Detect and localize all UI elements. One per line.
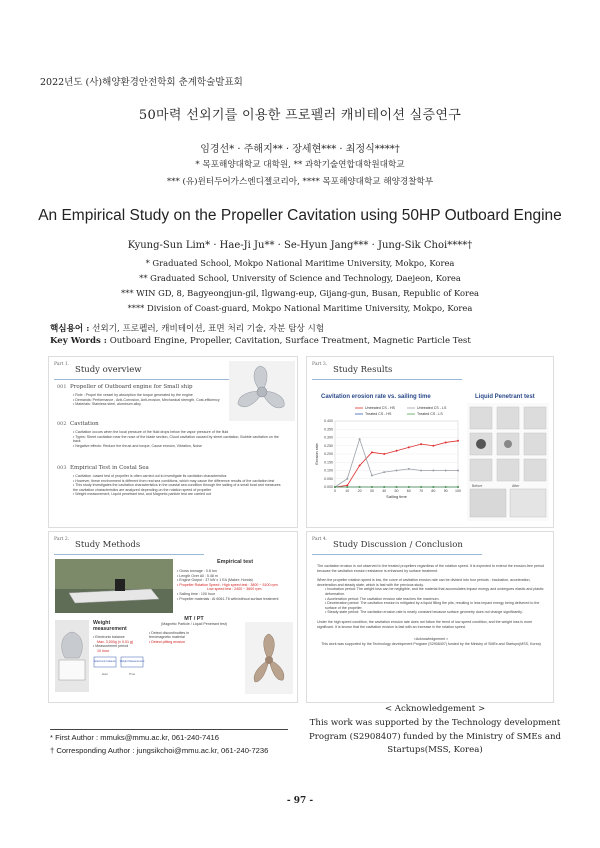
x-tick-label: 20 — [357, 489, 362, 493]
discussion-paragraph: When the propeller rotation speed is low, the curve of cavitation erosion rate can be divided into four periods : incubation, acceleration, deceleration and steady state, which is fast with the previous study. — [317, 578, 531, 587]
data-point — [346, 478, 348, 480]
data-point — [445, 470, 447, 472]
weight-measurement-box — [93, 620, 145, 683]
panel-part-label: Part 2. — [54, 537, 70, 542]
section-number: 003 — [57, 465, 67, 471]
chart-heading: Cavitation erosion rate vs. sailing time — [321, 394, 431, 400]
title-divider — [312, 379, 462, 380]
title-divider — [54, 554, 204, 555]
panel-title: Study Methods — [75, 540, 141, 550]
discussion-bullet: • Deceleration period: The cavitation erosion is mitigated by a liquid filling the pits, resulting in less impact energy being delivered to the surface of the propeller. — [325, 601, 540, 610]
data-point — [396, 486, 398, 488]
y-tick-label: 0.350 — [324, 427, 333, 432]
data-point — [359, 438, 361, 440]
y-tick-label: 0.000 — [324, 485, 333, 490]
data-point — [457, 486, 459, 488]
data-point — [383, 453, 385, 455]
discussion-bullet: • Incubation period: The weight loss can be negligible, and the material that accumulates impact energy and undergoes elastic and plastic deformation. — [325, 587, 544, 596]
weight-spec: Max. 3,000g (± 0.01 g) — [97, 639, 134, 644]
data-point — [408, 468, 410, 470]
discussion-paragraph: The cavitation erosion is not observed in the treated propellers regardless of the rotation speed. It is expected to extend the erosion-free period because the cavitation erosion resistance is enhanced by surface treatment. — [317, 564, 544, 573]
balance-photo — [55, 620, 89, 692]
data-point — [346, 486, 348, 488]
data-point — [371, 486, 373, 488]
overview-bullet: • Role : Propel the vessel by absorption the torque generated by the engine — [73, 393, 193, 397]
data-point — [359, 465, 361, 467]
section-heading: Cavitation — [70, 421, 99, 427]
pt-label-before: Before — [472, 484, 483, 488]
overview-bullet: • Negative effects: Reduce the thrust and torque, Cause erosion, Vibration, Noise — [73, 443, 202, 448]
x-tick-label: 0 — [334, 489, 336, 493]
keywords-english-text: Outboard Engine, Propeller, Cavitation, Surface Treatment, Magnetic Particle Test — [109, 336, 471, 346]
overview-bullet: • Cavitation -based test of propeller is often carried out to investigate its cavitation characteristics — [73, 474, 227, 478]
data-point — [359, 486, 361, 488]
mt-spec: • Detect pitting erosion — [149, 639, 186, 644]
data-point — [457, 470, 459, 472]
data-point — [457, 440, 459, 442]
overview-bullet: • Demands: Performance , Anti-Corrosion, Anti-erosion, Mechanical strength, Cost-efficiency — [73, 397, 220, 402]
data-point — [432, 470, 434, 472]
title-divider — [54, 379, 234, 380]
english-affiliation: **** Division of Coast-guard, Mokpo National Maritime University, Mokpo, Korea — [127, 303, 473, 313]
pt-label-after: After — [512, 484, 520, 488]
poster-panel-methods — [48, 531, 298, 703]
test-spec: • Length Over All : 5.48 m — [177, 573, 218, 578]
x-tick-label: 30 — [369, 489, 374, 493]
flow-label: Hour — [101, 672, 109, 677]
section-heading: Empirical Test in Costal Sea — [70, 465, 149, 471]
conference-name: 2022년도 (사)해양환경안전학회 춘계학술발표회 — [40, 77, 243, 88]
keywords-english-label: Key Words : — [50, 336, 107, 346]
mt-propeller-photo — [245, 622, 293, 694]
weight-flow-diagram — [93, 655, 145, 679]
weight-spec: 10 hour — [97, 648, 110, 653]
keywords-korean-text: 선외기, 프로펠러, 캐비테이션, 표면 처리 기술, 자분 탐상 시험 — [92, 324, 325, 334]
overview-bullet: • Types: Sheet cavitation near the nose of the blade section, Cloud cavitation caused by sheet cavitation, Bubble cavitation on the back — [73, 434, 279, 444]
panel-part-label: Part 4. — [312, 537, 328, 542]
korean-authors: 임경선* · 주해지** · 장세현*** · 최정식****† — [200, 144, 400, 155]
korean-affiliation: * 목포해양대학교 대학원, ** 과학기술연합대학원대학교 — [195, 160, 405, 170]
legend-entry: Treated CS - HS — [365, 412, 392, 417]
panel-part-label: Part 3. — [312, 362, 328, 367]
empirical-test-box — [177, 559, 293, 601]
title-divider — [312, 554, 482, 555]
test-spec: Low speed test : 2400 ~ 3600 rpm — [207, 587, 262, 592]
y-axis-label: Erosion rate — [314, 443, 319, 465]
english-affiliation: * Graduated School, Mokpo National Maritime University, Mokpo, Korea — [145, 258, 455, 268]
test-spec: • Sailing time : 100 hour — [177, 591, 216, 596]
poster-panel-discussion — [306, 531, 554, 703]
data-point — [408, 446, 410, 448]
data-point — [371, 451, 373, 453]
test-spec: • Gross tonnage : 0.8 ton — [177, 569, 217, 573]
y-tick-label: 0.250 — [324, 443, 333, 448]
liquid-penetrant-heading: Liquid Penetrant test — [475, 394, 535, 400]
footnote-corresponding-author: † Corresponding Author : jungsikchoi@mmu.ac.kr, 061-240-7236 — [50, 746, 269, 755]
section-number: 001 — [57, 384, 67, 390]
panel-ack-heading: <Acknowledgement > — [413, 637, 449, 642]
x-tick-label: 90 — [443, 489, 448, 493]
data-point — [420, 443, 422, 445]
penetrant-photo-grid — [467, 403, 549, 521]
discussion-bullet: • Acceleration period: The cavitation erosion rate reaches the maximum. — [325, 596, 440, 601]
keywords-korean-label: 핵심용어 : — [50, 324, 90, 334]
data-point — [420, 486, 422, 488]
english-title: An Empirical Study on the Propeller Cavitation using 50HP Outboard Engine — [38, 207, 562, 224]
panel-ack-text: This work was supported by the Technology development Program (S2908407) funded by the Ministry of SMEs and Startups(MSS, Korea) — [321, 641, 541, 646]
x-tick-label: 40 — [382, 489, 387, 493]
propeller-photo — [229, 361, 295, 421]
y-tick-label: 0.200 — [324, 452, 333, 457]
footnote-first-author: * First Author : mmuks@mmu.ac.kr, 061-240-7416 — [50, 733, 219, 742]
weight-spec: • Electronic balance — [93, 635, 125, 639]
acknowledgement-text: This work was supported by the Technology development Program (S2908407) funded by the Ministry of SMEs and Startups(MSS, Korea) — [309, 718, 561, 755]
data-point — [408, 486, 410, 488]
overview-bullet: • This study investigates the cavitation characteristics in the coastal sea condition through the sailing of a small boat and measures the cavitation characteristics are analyzed depending on the rotation speed of propeller — [73, 483, 281, 492]
y-tick-label: 0.050 — [324, 476, 333, 481]
legend-entry: Treated CS - LS — [417, 412, 443, 417]
overview-bullet: • Weight measurement, Liquid penetrant test, and Magnetic particle test are carried out — [73, 492, 212, 497]
footnote-divider — [50, 729, 288, 730]
flow-label: Time — [128, 672, 136, 677]
page-number: - 97 - — [286, 796, 314, 806]
english-affiliation: *** WIN GD, 8, Bagyeongjun-gil, Ilgwang-eup, Gijang-gun, Busan, Republic of Korea — [120, 288, 480, 298]
erosion-rate-chart — [313, 403, 463, 503]
panel-title: Study Discussion / Conclusion — [333, 540, 463, 550]
legend-entry: Untreated CS - HS — [365, 406, 395, 411]
x-tick-label: 100 — [455, 489, 461, 493]
test-spec: • Engine Output : 37 kW x 1 EA (Maker: Honda) — [177, 578, 253, 583]
korean-affiliation: *** (유)윈터두어가스엔디젤코리아, **** 목포해양대학교 해양경찰학부 — [166, 177, 434, 187]
data-point — [445, 486, 447, 488]
overview-bullet: • Materials: Stainless steel, aluminum alloy — [73, 402, 141, 407]
test-spec: • Propeller Rotation Speed : High speed test : 3800 ~ 5100 rpm — [177, 582, 278, 587]
discussion-bullet: • Steady state period: The cavitation erosion rate is nearly constant because surface geometry does not change significantly. — [325, 610, 523, 615]
keywords-korean — [50, 322, 324, 334]
section-number: 002 — [57, 421, 67, 427]
acknowledgement-heading: < Acknowledgement > — [384, 704, 486, 714]
english-affiliation: ** Graduated School, University of Science and Technology, Daejeon, Korea — [139, 273, 461, 283]
section-heading: Propeller of Outboard engine for Small ship — [70, 384, 193, 390]
data-point — [396, 450, 398, 452]
mt-pt-subheading: (Magnetic Particle / Liquid Penetrant test) — [161, 622, 227, 626]
poster-panel-results — [306, 356, 554, 528]
panel-title: Study overview — [75, 365, 142, 375]
flow-label: Electronic balance — [94, 660, 116, 664]
mt-pt-heading: MT / PT — [184, 616, 204, 622]
data-point — [334, 486, 336, 488]
data-point — [445, 441, 447, 443]
y-tick-label: 0.400 — [324, 419, 333, 424]
data-point — [420, 470, 422, 472]
empirical-test-heading: Empirical test — [216, 559, 254, 565]
mt-spec: • Detect discontinuities in ferromagnetic material — [149, 630, 190, 640]
data-point — [383, 486, 385, 488]
flow-label: Weight Measurement — [119, 660, 145, 664]
data-point — [432, 445, 434, 447]
data-point — [432, 486, 434, 488]
overview-bullet: • Cavitation occurs when the local pressure of the fluid drops below the vapor pressure of the fluid — [73, 430, 229, 434]
y-tick-label: 0.300 — [324, 435, 333, 440]
data-point — [383, 471, 385, 473]
legend-entry: Untreated CS - LS — [417, 406, 447, 411]
mt-pt-box — [149, 616, 239, 644]
korean-title: 50마력 선외기를 이용한 프로펠러 캐비테이션 실증연구 — [138, 108, 462, 123]
poster-panel-overview — [48, 356, 298, 528]
y-tick-label: 0.150 — [324, 460, 333, 465]
x-tick-label: 80 — [431, 489, 436, 493]
x-tick-label: 60 — [406, 489, 411, 493]
data-point — [371, 474, 373, 476]
weight-heading: Weight measurement — [93, 620, 127, 632]
x-tick-label: 50 — [394, 489, 399, 493]
x-tick-label: 10 — [345, 489, 350, 493]
overview-bullet: • However, these environment is different from real sea conditions, which may cause the difference results of the cavitation test — [73, 478, 275, 483]
weight-spec: • Measurement period — [93, 644, 129, 649]
keywords-english — [50, 336, 471, 346]
panel-part-label: Part 1. — [54, 362, 70, 367]
test-spec: • Propeller materials : AI 6061-T6 with/without surface treatment — [177, 596, 279, 601]
english-authors: Kyung-Sun Lim* · Hae-Ji Ju** · Se-Hyun Jang*** · Jung-Sik Choi****† — [127, 240, 473, 251]
penetrant-test-photos — [467, 403, 549, 521]
y-tick-label: 0.100 — [324, 468, 333, 473]
data-point — [396, 470, 398, 472]
discussion-paragraph: Under the high speed condition, the cavitation erosion rate does not follow the trend of low speed condition, and the weight loss is more significant. It is known that the cavitation erosion is fast with an increase in the rotation speed. — [317, 619, 533, 629]
x-tick-label: 70 — [419, 489, 424, 493]
x-axis-label: Sailing time — [386, 494, 407, 499]
test-boat-photo — [55, 559, 173, 613]
panel-title: Study Results — [333, 365, 393, 375]
